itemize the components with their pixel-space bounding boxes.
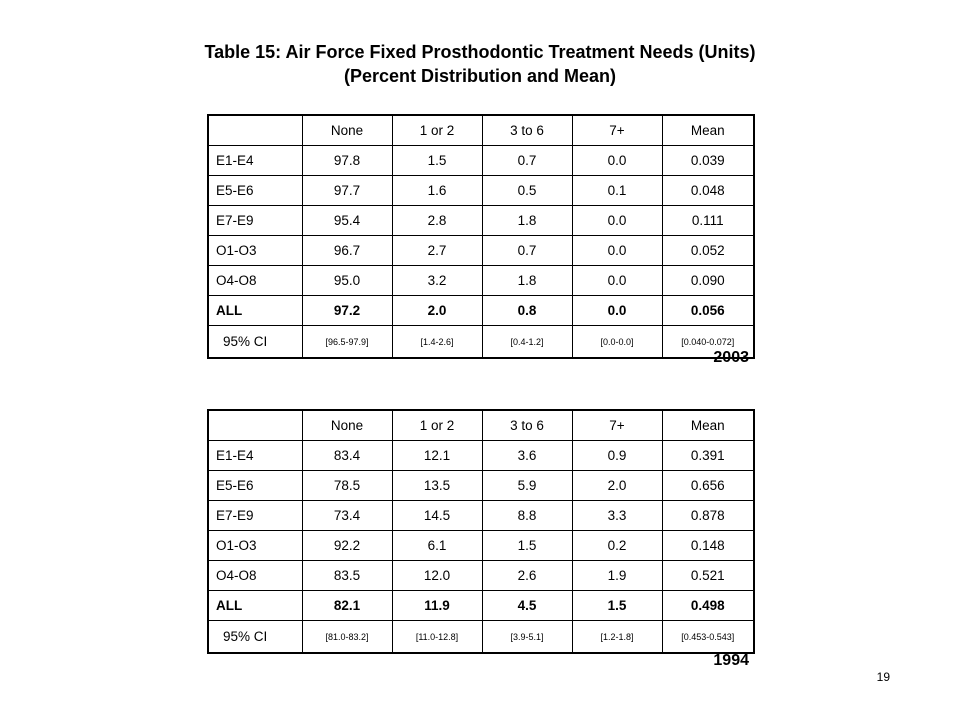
table-cell: 11.9: [392, 591, 482, 621]
table-cell: 0.0: [572, 236, 662, 266]
table-cell: 2.7: [392, 236, 482, 266]
row-label: 95% CI: [208, 621, 302, 654]
table-cell: 1.8: [482, 206, 572, 236]
table-cell: 1.6: [392, 176, 482, 206]
table-cell: 0.148: [662, 531, 754, 561]
table-cell: 0.111: [662, 206, 754, 236]
table-row: [208, 441, 754, 471]
header-row: [208, 410, 754, 441]
table-cell: 82.1: [302, 591, 392, 621]
table-cell: 1.8: [482, 266, 572, 296]
table-cell: 5.9: [482, 471, 572, 501]
table-row: [208, 531, 754, 561]
table-cell: 0.0: [572, 206, 662, 236]
table-cell: 8.8: [482, 501, 572, 531]
table-row-ci: [208, 621, 754, 654]
title-line-1: Table 15: Air Force Fixed Prosthodontic Treatment Needs (Units): [204, 42, 756, 62]
table-cell: 0.0: [572, 296, 662, 326]
table-cell: 0.498: [662, 591, 754, 621]
table-row: [208, 266, 754, 296]
table-cell: 0.7: [482, 236, 572, 266]
header-cell: 1 or 2: [392, 410, 482, 441]
table-cell: 0.7: [482, 146, 572, 176]
table-cell: 0.8: [482, 296, 572, 326]
table-row: [208, 501, 754, 531]
table-cell: [11.0-12.8]: [392, 621, 482, 654]
table-row: [208, 561, 754, 591]
row-label: E1-E4: [208, 146, 302, 176]
table-cell: 0.056: [662, 296, 754, 326]
table-cell: 1.5: [482, 531, 572, 561]
table-cell: 3.2: [392, 266, 482, 296]
table-cell: 0.5: [482, 176, 572, 206]
table-cell: [1.2-1.8]: [572, 621, 662, 654]
header-cell: 7+: [572, 115, 662, 146]
table-cell: 0.521: [662, 561, 754, 591]
table-cell: 12.1: [392, 441, 482, 471]
header-cell: 3 to 6: [482, 410, 572, 441]
table-cell: 95.0: [302, 266, 392, 296]
header-row: [208, 115, 754, 146]
table-row-all: [208, 296, 754, 326]
header-cell: Mean: [662, 410, 754, 441]
table-cell: 95.4: [302, 206, 392, 236]
row-label: E5-E6: [208, 176, 302, 206]
table-cell: 14.5: [392, 501, 482, 531]
table-cell: [0.4-1.2]: [482, 326, 572, 359]
table-cell: 92.2: [302, 531, 392, 561]
row-label: O1-O3: [208, 531, 302, 561]
table-cell: 13.5: [392, 471, 482, 501]
row-label: E7-E9: [208, 501, 302, 531]
table-cell: 96.7: [302, 236, 392, 266]
table-cell: 83.4: [302, 441, 392, 471]
table-cell: 0.039: [662, 146, 754, 176]
table-cell: 1.9: [572, 561, 662, 591]
table-cell: [0.040-0.072]: [662, 326, 754, 359]
table-row: [208, 471, 754, 501]
header-cell: Mean: [662, 115, 754, 146]
row-label: E5-E6: [208, 471, 302, 501]
table-cell: [0.453-0.543]: [662, 621, 754, 654]
row-label: E1-E4: [208, 441, 302, 471]
table-cell: 83.5: [302, 561, 392, 591]
table-cell: 0.878: [662, 501, 754, 531]
table-cell: 0.391: [662, 441, 754, 471]
row-label: E7-E9: [208, 206, 302, 236]
table-cell: 0.048: [662, 176, 754, 206]
table-row: [208, 236, 754, 266]
table-2003: [207, 114, 755, 359]
header-cell: 7+: [572, 410, 662, 441]
table-cell: 4.5: [482, 591, 572, 621]
title-line-2: (Percent Distribution and Mean): [343, 66, 617, 86]
table-cell: 3.6: [482, 441, 572, 471]
table-cell: [1.4-2.6]: [392, 326, 482, 359]
table-row: [208, 146, 754, 176]
row-label: ALL: [208, 591, 302, 621]
table-cell: 2.0: [572, 471, 662, 501]
header-cell: None: [302, 115, 392, 146]
table-cell: [96.5-97.9]: [302, 326, 392, 359]
table-cell: 0.9: [572, 441, 662, 471]
table-cell: 0.656: [662, 471, 754, 501]
table-cell: 1.5: [392, 146, 482, 176]
row-label: O4-O8: [208, 561, 302, 591]
table-cell: 97.8: [302, 146, 392, 176]
table-row: [208, 206, 754, 236]
page-number: 19: [876, 670, 890, 684]
header-cell: 3 to 6: [482, 115, 572, 146]
table-row-all: [208, 591, 754, 621]
page-title: [0, 40, 960, 88]
header-cell: [208, 115, 302, 146]
header-cell: [208, 410, 302, 441]
table-cell: 0.1: [572, 176, 662, 206]
table-cell: 73.4: [302, 501, 392, 531]
table-cell: 0.0: [572, 146, 662, 176]
table-cell: [81.0-83.2]: [302, 621, 392, 654]
table-cell: 97.2: [302, 296, 392, 326]
row-label: ALL: [208, 296, 302, 326]
table-1994: [207, 409, 755, 654]
table-cell: 97.7: [302, 176, 392, 206]
table-cell: 0.2: [572, 531, 662, 561]
year-label-1994: 1994: [713, 652, 749, 669]
row-label: O1-O3: [208, 236, 302, 266]
row-label: O4-O8: [208, 266, 302, 296]
table-row: [208, 176, 754, 206]
table-cell: 12.0: [392, 561, 482, 591]
row-label: 95% CI: [208, 326, 302, 359]
table-cell: 78.5: [302, 471, 392, 501]
header-cell: None: [302, 410, 392, 441]
table-cell: [0.0-0.0]: [572, 326, 662, 359]
table-cell: [3.9-5.1]: [482, 621, 572, 654]
header-cell: 1 or 2: [392, 115, 482, 146]
table-cell: 2.8: [392, 206, 482, 236]
year-label-2003: 2003: [713, 349, 749, 366]
table-cell: 0.0: [572, 266, 662, 296]
table-cell: 6.1: [392, 531, 482, 561]
table-cell: 2.0: [392, 296, 482, 326]
table-cell: 0.090: [662, 266, 754, 296]
table-cell: 1.5: [572, 591, 662, 621]
table-cell: 3.3: [572, 501, 662, 531]
table-cell: 0.052: [662, 236, 754, 266]
table-cell: 2.6: [482, 561, 572, 591]
